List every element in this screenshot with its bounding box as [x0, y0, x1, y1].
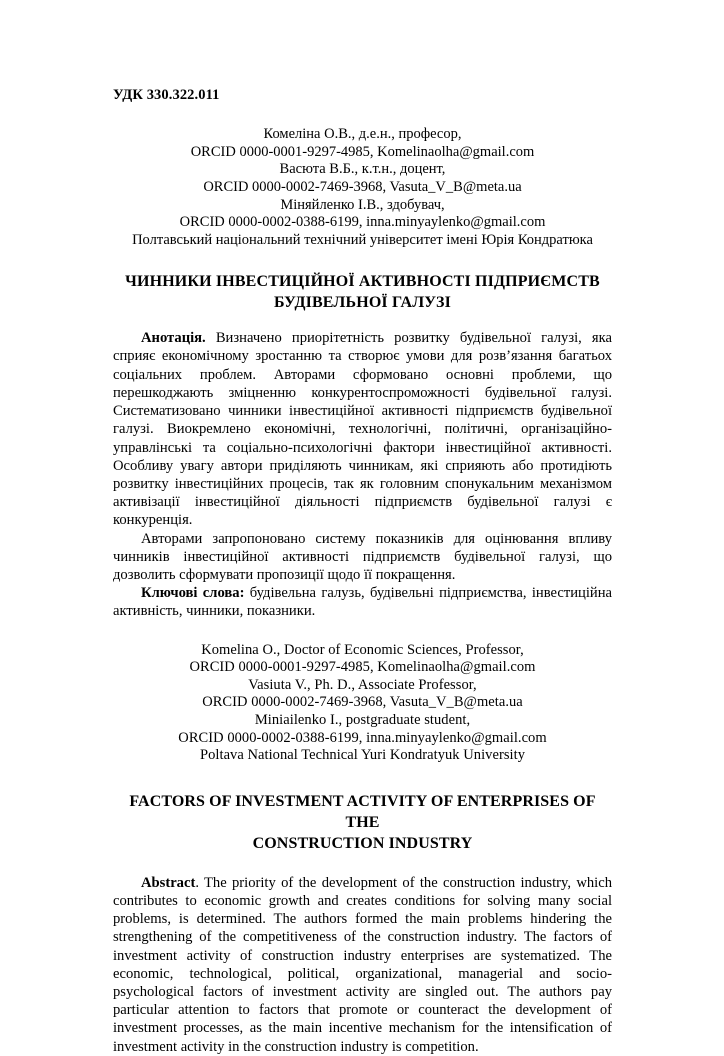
title-line: ЧИННИКИ ІНВЕСТИЦІЙНОЇ АКТИВНОСТІ ПІДПРИЄМСТВ [125, 273, 600, 291]
author-line: Васюта В.Б., к.т.н., доцент, [279, 161, 446, 178]
udc-code: УДК 330.322.011 [113, 87, 220, 103]
author-orcid-line: ORCID 0000-0002-7469-3968, Vasuta_V_B@meta.ua [202, 694, 523, 711]
keywords-label-ukrainian: Ключові слова: [141, 585, 245, 602]
abstract-text-english: . The priority of the development of the construction industry, which contributes to economic growth and creates conditions for solving many social problems, is determined. The authors formed the main problems hindering the strengthening of the competitiveness of the construction industry. The factors of investment activity of construction industry enterprises are systematized. The economic, technological, political, organizational, managerial and socio-psychological factors of investment activity are singled out. The authors pay particular attention to factors that promote or counteract the development of investment processes, as the main incentive mechanism for the intensification of investment activity in the construction industry is competition. [113, 874, 612, 1055]
author-orcid-line: ORCID 0000-0002-0388-6199, inna.minyaylenko@gmail.com [179, 214, 546, 231]
author-line: Vasiuta V., Ph. D., Associate Professor, [248, 676, 477, 693]
author-line: Комеліна О.В., д.е.н., професор, [263, 126, 462, 143]
title-line: FACTORS OF INVESTMENT ACTIVITY OF ENTERPRISES OF THE [129, 792, 596, 831]
abstract-ukrainian-paragraph-2: Авторами запропоновано систему показників для оцінювання впливу чинників інвестиційної активності підприємств будівельної галузі, що дозволить сформувати пропозиції щодо її покращення. [113, 530, 612, 583]
author-orcid-line: ORCID 0000-0001-9297-4985, Komelinaolha@gmail.com [189, 659, 536, 676]
author-line: Міняйленко І.В., здобувач, [280, 196, 445, 213]
keywords-ukrainian [113, 584, 612, 620]
page-content-column [113, 86, 612, 1056]
title-line: CONSTRUCTION INDUSTRY [252, 834, 473, 852]
author-block-ukrainian [113, 126, 612, 249]
author-line: Komelina O., Doctor of Economic Sciences, Professor, [201, 641, 524, 658]
abstract-text-ukrainian: Визначено приорітетність розвитку будівельної галузі, яка сприяє економічному зростанню та створює умови для розв’язання багатьох соціальних проблем. Авторами сформовано основні проблеми, що перешкоджають зміцненню конкурентоспроможності будівельної галузі. Систематизовано чинники інвестиційної активності підприємств будівельної галузі. Виокремлено економічні, технологічні, політичні, організаційно-управлінські та соціально-психологічні фактори інвестиційної активності. Особливу увагу автори приділяють чинникам, які сприяють або протидіють розвитку інвестиційних процесів, так як головним спонукальним механізмом активізації інвестиційної діяльності підприємств будівельної галузі є конкуренція. [113, 330, 612, 529]
affiliation-line: Полтавський національний технічний університет імені Юрія Кондратюка [132, 231, 593, 248]
page-title-english [113, 791, 612, 854]
author-orcid-line: ORCID 0000-0002-0388-6199, inna.minyaylenko@gmail.com [178, 729, 547, 746]
author-orcid-line: ORCID 0000-0001-9297-4985, Komelinaolha@gmail.com [190, 143, 535, 160]
abstract-label-ukrainian: Анотація. [141, 330, 206, 347]
abstract-english-paragraph-1 [113, 874, 612, 1056]
page-title-ukrainian [113, 271, 612, 313]
author-line: Miniailenko I., postgraduate student, [254, 711, 471, 728]
keywords-text-ukrainian: будівельна галузь, будівельні підприємства, інвестиційна активність, чинники, показники. [113, 585, 612, 620]
title-line: БУДІВЕЛЬНОЇ ГАЛУЗІ [274, 294, 451, 312]
author-block-english [113, 642, 612, 765]
abstract-label-english: Abstract [141, 874, 196, 891]
affiliation-line: Poltava National Technical Yuri Kondratyuk University [200, 747, 525, 764]
abstract-ukrainian-paragraph-1 [113, 329, 612, 529]
author-orcid-line: ORCID 0000-0002-7469-3968, Vasuta_V_B@meta.ua [203, 178, 522, 195]
